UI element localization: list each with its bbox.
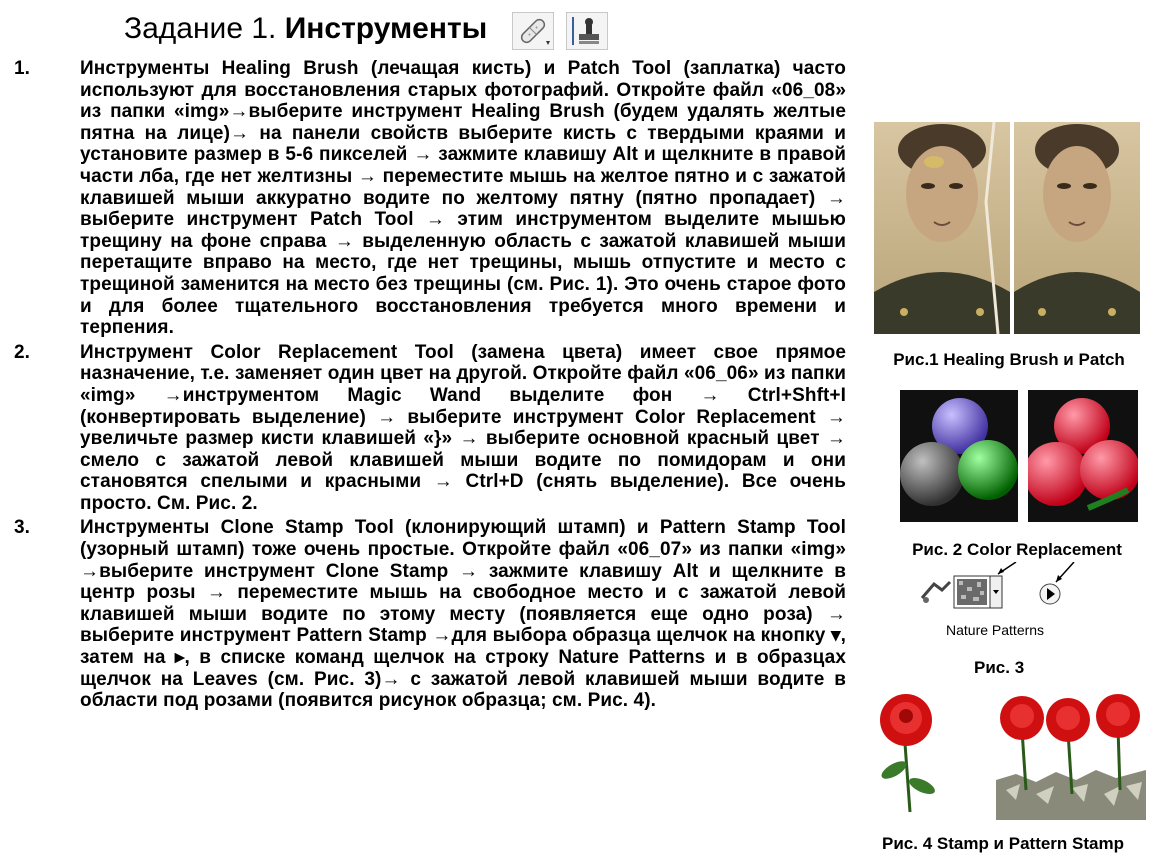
figure-2-caption: Рис. 2 Color Replacement — [912, 540, 1122, 559]
instructions-list — [14, 58, 846, 712]
figure-3-caption: Рис. 3 — [974, 658, 1025, 677]
figure-4-caption: Рис. 4 Stamp и Pattern Stamp — [882, 834, 1124, 853]
title-prefix: Задание 1. — [124, 12, 277, 45]
roses-after — [996, 690, 1146, 820]
figure-1-caption: Рис.1 Healing Brush и Patch — [893, 350, 1125, 369]
rose-before — [864, 690, 954, 816]
balls-before — [900, 390, 1018, 522]
old-photo-before — [874, 122, 1010, 334]
pattern-stamp-icon — [922, 582, 950, 603]
healing-brush-icon — [512, 12, 554, 50]
item-text: Инструмент Color Replacement Tool (замена цвета) имеет свое прямое назначение, т.е. заменяет один цвет на другой. Откройте файл «06_06» из папки «img» →инструментом Magic Wand выделите фон → Ctrl+Shft+I (конвертировать выделение) → выберите инструмент Color Replacement → увеличьте размер кисти клавишей «}» → выберите основной красный цвет → смело с зажатой левой клавишей мыши водите по помидорам и они становятся спелыми и красными → Ctrl+D (снять выделение). Все очень просто. См. Рис. 2. — [80, 341, 846, 514]
item-text: Инструменты Healing Brush (лечащая кисть) и Patch Tool (заплатка) часто используют для восстановления старых фотографий. Откройте файл «06_08» из папки «img»→выберите инструмент Healing Brush (будем удалять желтые пятна на лице)→ на панели свойств выберите кисть с твердыми краями и установите размер в 5-6 пикселей → зажмите клавишу Alt и щелкните в правой части лба, где нет желтизны → переместите мышь на желтое пятно и с зажатой клавишей мыши аккуратно водите по желтому пятну (пятно пропадает) → выберите инструмент Patch Tool → этим инструментом выделите мышью трещину на фоне справа → выделенную область с зажатой клавишей мыши перетащите вправо на место, где нет трещины, мышь отпустите и место с трещиной заменится на место без трещины (см. Рис. 1). Это очень старое фото и для более тщательного восстановления требуется много времени и терпения. — [80, 58, 846, 339]
stamp-icon — [566, 12, 608, 50]
balls-after — [1028, 390, 1138, 522]
item-number: 3. — [14, 517, 31, 539]
item-number: 1. — [14, 58, 31, 79]
pattern-picker — [916, 562, 1076, 614]
list-item — [14, 342, 846, 515]
list-item — [14, 58, 846, 339]
item-number: 2. — [14, 341, 31, 363]
item-text: Инструменты Clone Stamp Tool (клонирующий штамп) и Pattern Stamp Tool (узорный штамп) тоже очень простые. Откройте файл «06_07» из папки «img» →выберите инструмент Clone Stamp → зажмите клавишу Alt и щелкните в центр розы → переместите мышь на свободное место и с зажатой левой клавишей мыши водите по этому месту (появляется еще одно роза) → выберите инструмент Pattern Stamp →для выбора образца щелчок на кнопку ▾, затем на ▸, в списке команд щелчок на строку Nature Patterns и в образцах щелчок на Leaves (см. Рис. 3)→ с зажатой левой клавишей мыши водите в области под розами (появится рисунок образца; см. Рис. 4). — [80, 517, 846, 712]
old-photo-after — [1014, 122, 1140, 334]
page-title — [124, 12, 487, 46]
nature-patterns-label: Nature Patterns — [946, 622, 1045, 638]
list-item — [14, 517, 846, 711]
title-bold: Инструменты — [284, 12, 488, 45]
